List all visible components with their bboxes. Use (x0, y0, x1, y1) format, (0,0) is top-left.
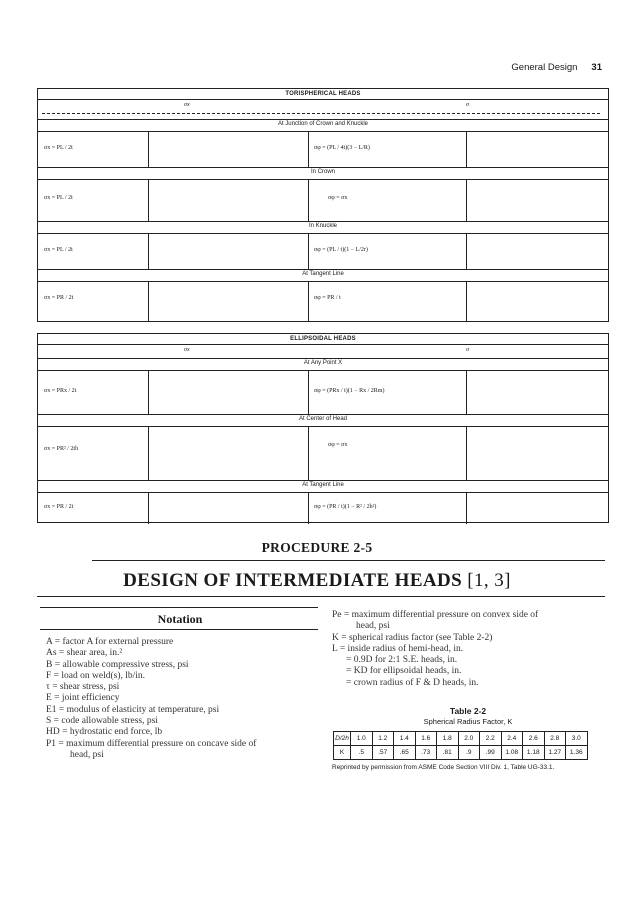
table-cell: .57 (372, 746, 394, 760)
equation: σx = PRx / 2t (44, 388, 77, 394)
notation-item: B = allowable compressive stress, psi (46, 659, 189, 670)
table-cell: 1.2 (372, 732, 394, 746)
row-label: In Crown (310, 169, 335, 175)
torispherical-heads-table (37, 88, 609, 322)
row-header: D/2h (334, 732, 351, 746)
table-title: TORISPHERICAL HEADS (285, 91, 361, 97)
equation: σφ = (PL / 4t)(3 − L/R) (314, 145, 370, 151)
procedure-title (0, 570, 634, 592)
table-number: Table 2-2 (449, 706, 487, 716)
notation-list-left (46, 637, 326, 761)
notation-item: head, psi (70, 749, 104, 760)
notation-item: Pe = maximum differential pressure on convex side of (332, 610, 539, 620)
notation-item: = crown radius of F & D heads, in. (346, 677, 479, 688)
procedure-title-text: DESIGN OF INTERMEDIATE HEADS (123, 570, 463, 591)
table-cell: .65 (394, 746, 416, 760)
notation-item: A = factor A for external pressure (46, 637, 174, 647)
equation: σx = PL / 2t (44, 195, 73, 201)
notation-item: = KD for ellipsoidal heads, in. (346, 666, 462, 677)
table-cell: 1.27 (544, 746, 566, 760)
column-header-sigma-phi: σ (466, 347, 469, 353)
table-cell: 2.6 (523, 732, 545, 746)
notation-rule (40, 629, 318, 630)
notation-item: P1 = maximum differential pressure on concave side of (46, 738, 257, 749)
table-cell: 1.0 (351, 732, 373, 746)
notation-item: L = inside radius of hemi-head, in. (332, 643, 464, 654)
notation-item: K = spherical radius factor (see Table 2-2) (332, 632, 493, 643)
table-caption: Spherical Radius Factor, K (423, 717, 513, 726)
table-cell: .99 (480, 746, 502, 760)
equation: σφ = (PR / t)(1 − R² / 2h²) (314, 504, 377, 510)
notation-item: F = load on weld(s), lb/in. (46, 670, 146, 681)
running-header (400, 62, 602, 73)
table-cell: .5 (351, 746, 373, 760)
equation: σx = PL / 2t (44, 145, 73, 151)
table-cell: .81 (437, 746, 459, 760)
equation: σx = PR / 2t (44, 295, 74, 301)
equation: σφ = PR / t (314, 295, 341, 301)
ellipsoidal-heads-table (37, 333, 609, 523)
table-cell: 1.8 (437, 732, 459, 746)
equation: σφ = σx (328, 442, 348, 448)
table-cell: .9 (458, 746, 480, 760)
notation-rule (40, 607, 318, 608)
notation-title: Notation (157, 612, 203, 626)
equation: σx = PL / 2t (44, 247, 73, 253)
table-cell: 1.18 (523, 746, 545, 760)
notation-item: head, psi (356, 621, 390, 632)
row-label: At Center of Head (298, 416, 348, 422)
table-cell: 3.0 (566, 732, 588, 746)
table-cell: 2.2 (480, 732, 502, 746)
table-cell: 2.4 (501, 732, 523, 746)
row-label: In Knuckle (308, 223, 338, 229)
procedure-number: PROCEDURE 2-5 (261, 540, 373, 555)
row-label: At Junction of Crown and Knuckle (277, 121, 369, 127)
table-row (334, 746, 588, 760)
table-cell: 2.8 (544, 732, 566, 746)
notation-item: τ = shear stress, psi (46, 682, 120, 693)
table-source-note: Reprinted by permission from ASME Code Section VIII Div. 1, Table UG-33.1. (332, 764, 555, 771)
table-cell: .73 (415, 746, 437, 760)
heading-rule (92, 560, 605, 561)
heading-rule (37, 596, 605, 597)
equation: σx = PR / 2t (44, 504, 74, 510)
column-header-sigma-x: σx (184, 347, 190, 353)
row-header: K (334, 746, 351, 760)
procedure-refs: [1, 3] (467, 570, 511, 591)
notation-item: E = joint efficiency (46, 693, 120, 704)
equation: σφ = σx (328, 195, 348, 201)
notation-item: = 0.9D for 2:1 S.E. heads, in. (346, 655, 458, 666)
notation-item: E1 = modulus of elasticity at temperature, psi (46, 704, 220, 715)
section-title: General Design (511, 62, 578, 73)
row-label: At Any Point X (303, 360, 343, 366)
table-cell: 1.4 (394, 732, 416, 746)
equation: σφ = (PL / t)(1 − L/2r) (314, 247, 368, 253)
equation: σx = PR² / 2th (44, 446, 79, 452)
table-cell: 2.0 (458, 732, 480, 746)
page-number: 31 (591, 62, 602, 73)
table-cell: 1.08 (501, 746, 523, 760)
notation-item: HD = hydrostatic end force, lb (46, 727, 163, 738)
column-header-sigma-x: σx (184, 102, 190, 108)
row-label: At Tangent Line (302, 482, 344, 488)
notation-item: As = shear area, in.² (46, 648, 123, 659)
equation: σφ = (PRx / t)(1 − Rx / 2Rm) (314, 388, 385, 394)
table-cell: 1.6 (415, 732, 437, 746)
table-row (334, 732, 588, 746)
notation-item: S = code allowable stress, psi (46, 716, 158, 727)
spherical-radius-factor-table (333, 731, 588, 760)
column-header-sigma-phi: σ (466, 102, 469, 108)
row-label: At Tangent Line (302, 271, 344, 277)
notation-list-right (332, 610, 612, 689)
table-cell: 1.36 (566, 746, 588, 760)
table-title: ELLIPSOIDAL HEADS (290, 336, 356, 342)
